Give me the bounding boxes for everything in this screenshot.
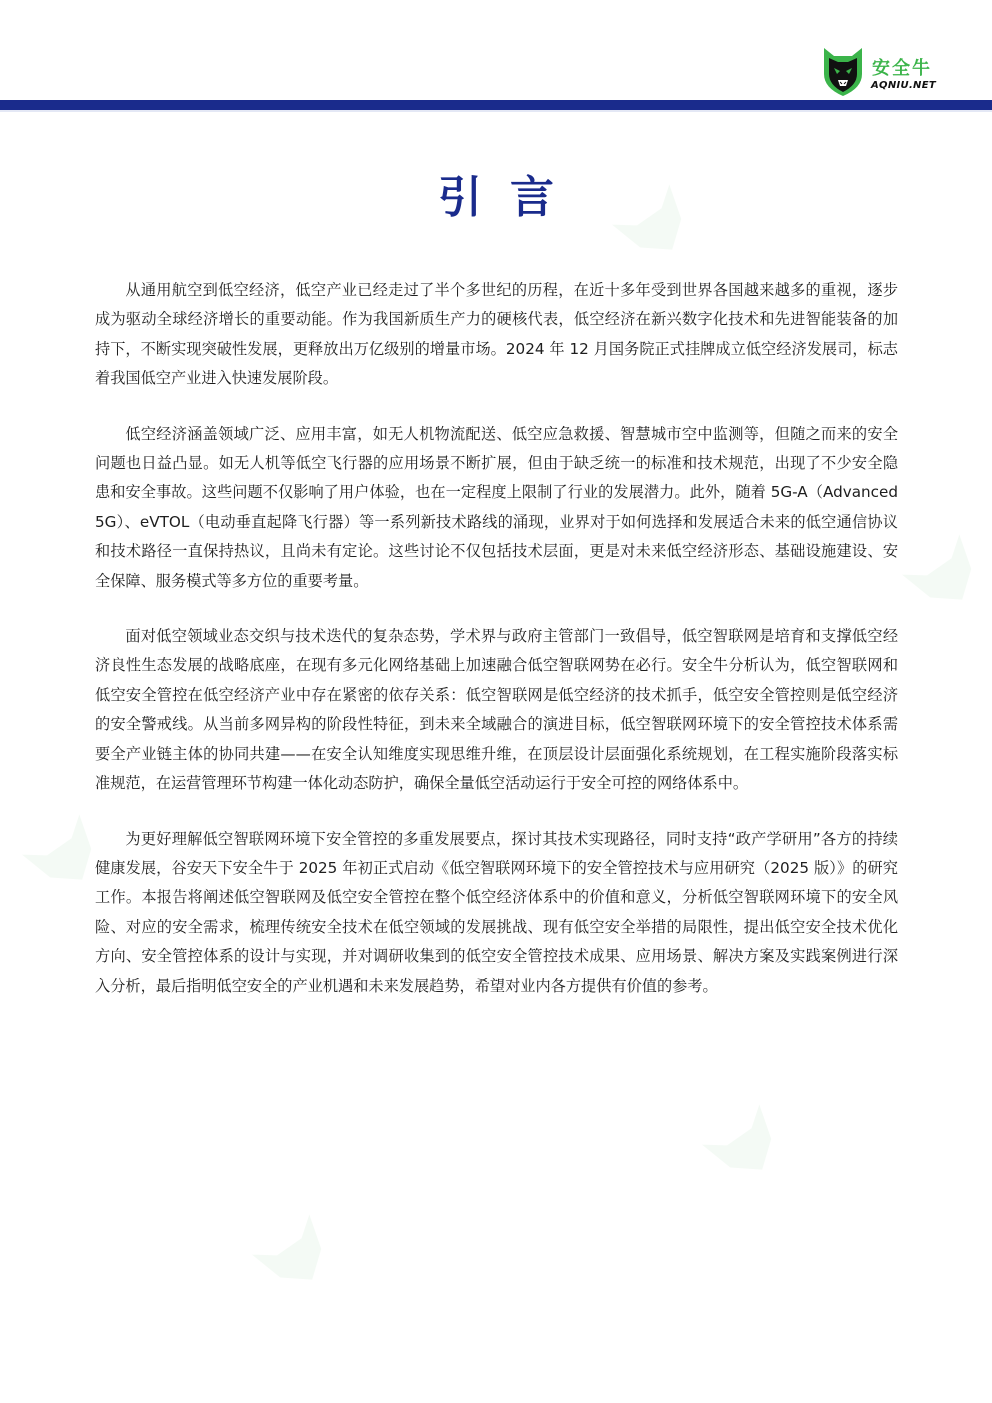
paragraph: 面对低空领域业态交织与技术迭代的复杂态势，学术界与政府主管部门一致倡导，低空智联网是培育和支撑低空经济良性生态发展的战略底座，在现有多元化网络基础上加速融合低空智联网势在必行。安全牛分析认为，低空智联网和低空安全管控在低空经济产业中存在紧密的依存关系：低空智联网是低空经济的技术抓手，低空安全管控则是低空经济的安全警戒线。从当前多网异构的阶段性特征，到未来全域融合的演进目标，低空智联网环境下的安全管控技术体系需要全产业链主体的协同共建——在安全认知维度实现思维升维，在顶层设计层面强化系统规划，在工程实施阶段落实标准规范，在运营管理环节构建一体化动态防护，确保全量低空活动运行于安全可控的网络体系中。	[95, 627, 898, 793]
intro-body	[95, 276, 898, 1027]
watermark-bull-icon	[688, 1091, 802, 1200]
page-title: 引言	[438, 172, 582, 223]
watermark-bull-icon	[888, 521, 992, 630]
logo-chinese-text: 安全牛	[872, 58, 932, 79]
bull-shield-icon	[820, 44, 866, 98]
header-band-underline	[0, 110, 992, 112]
watermark-bull-icon	[238, 1201, 352, 1310]
paragraph: 为更好理解低空智联网环境下安全管控的多重发展要点，探讨其技术实现路径，同时支持“政产学研用”各方的持续健康发展，谷安天下安全牛于 2025 年初正式启动《低空智联网环境下的安全管控技术与应用研究（2025 版）》的研究工作。本报告将阐述低空智联网及低空安全管控在整个低空经济体系中的价值和意义，分析低空智联网环境下的安全风险、对应的安全需求，梳理传统安全技术在低空领域的发展挑战、现有低空安全举措的局限性，提出低空安全技术优化方向、安全管控体系的设计与实现，并对调研收集到的低空安全管控技术成果、应用场景、解决方案及实践案例进行深入分析，最后指明低空安全的产业机遇和未来发展趋势，希望对业内各方提供有价值的参考。	[95, 829, 898, 995]
paragraph: 低空经济涵盖领域广泛、应用丰富，如无人机物流配送、低空应急救援、智慧城市空中监测等，但随之而来的安全问题也日益凸显。如无人机等低空飞行器的应用场景不断扩展，但由于缺乏统一的标准和技术规范，出现了不少安全隐患和安全事故。这些问题不仅影响了用户体验，也在一定程度上限制了行业的发展潜力。此外，随着 5G-A（Advanced 5G）、eVTOL（电动垂直起降飞行器）等一系列新技术路线的涌现，业界对于如何选择和发展适合未来的低空通信协议和技术路径一直保持热议，且尚未有定论。这些讨论不仅包括技术层面，更是对未来低空经济形态、基础设施建设、安全保障、服务模式等多方位的重要考量。	[95, 424, 898, 590]
header-band	[0, 100, 992, 110]
logo-domain-text: AQNIU.NET	[871, 80, 936, 91]
paragraph: 从通用航空到低空经济，低空产业已经走过了半个多世纪的历程，在近十多年受到世界各国越来越多的重视，逐步成为驱动全球经济增长的重要动能。作为我国新质生产力的硬核代表，低空经济在新兴数字化技术和先进智能装备的加持下，不断实现突破性发展，更释放出万亿级别的增量市场。2024 年 12 月国务院正式挂牌成立低空经济发展司，标志着我国低空产业进入快速发展阶段。	[95, 281, 898, 388]
brand-logo	[820, 44, 945, 98]
